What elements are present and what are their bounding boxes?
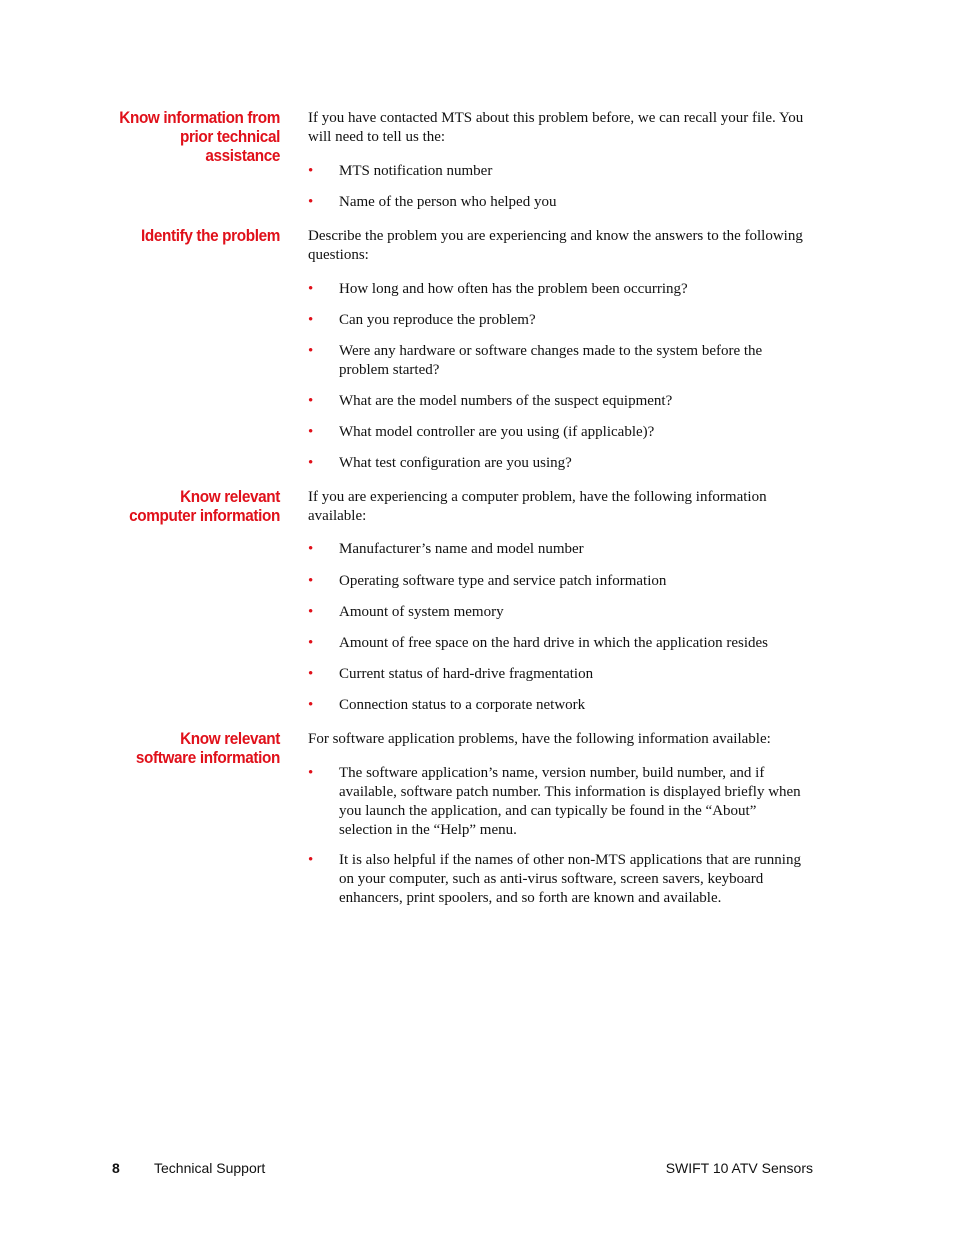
list-item bbox=[308, 634, 813, 653]
list-item-text: Connection status to a corporate network bbox=[339, 697, 586, 713]
list-item bbox=[308, 665, 813, 684]
list-item bbox=[308, 454, 813, 473]
heading-line: software information bbox=[135, 748, 280, 767]
list-item bbox=[308, 423, 813, 442]
list-item-text: How long and how often has the problem been occurring? bbox=[339, 281, 688, 297]
list-item bbox=[308, 342, 813, 380]
page-number: 8 bbox=[112, 1160, 120, 1176]
heading-line: Know information from bbox=[119, 108, 280, 127]
list-item-text: What model controller are you using (if applicable)? bbox=[339, 424, 655, 440]
bullet-icon: • bbox=[308, 573, 314, 589]
bullet-icon: • bbox=[308, 852, 314, 868]
section-heading-prior-assistance bbox=[100, 108, 280, 165]
list-item-text: Were any hardware or software changes made to the system before the problem started? bbox=[339, 343, 763, 378]
bullet-icon: • bbox=[308, 455, 314, 471]
heading-line: Identify the problem bbox=[140, 226, 280, 245]
bullet-icon: • bbox=[308, 343, 314, 359]
bullet-icon: • bbox=[308, 635, 314, 651]
bullet-icon: • bbox=[308, 312, 314, 328]
list-item bbox=[308, 540, 813, 559]
list-item-text: Amount of free space on the hard drive in which the application resides bbox=[339, 635, 769, 651]
bullet-icon: • bbox=[308, 697, 314, 713]
heading-line: Know relevant bbox=[180, 729, 280, 748]
list-item-text: MTS notification number bbox=[339, 163, 493, 179]
bullet-icon: • bbox=[308, 281, 314, 297]
list-item bbox=[308, 280, 813, 299]
bullet-icon: • bbox=[308, 424, 314, 440]
footer-chapter-title: Technical Support bbox=[154, 1160, 266, 1176]
list-item-text: Name of the person who helped you bbox=[339, 194, 557, 210]
list-item-text: Current status of hard-drive fragmentation bbox=[339, 666, 594, 682]
section-intro: If you have contacted MTS about this problem before, we can recall your file. You will need to tell us the: bbox=[308, 110, 804, 145]
footer-document-title: SWIFT 10 ATV Sensors bbox=[665, 1160, 813, 1176]
list-item-text: The software application’s name, version number, build number, and if available, software patch number. This information is displayed briefly when you launch the application, and can typically be found in the “About” selection in the “Help” menu. bbox=[339, 765, 801, 838]
bullet-icon: • bbox=[308, 194, 314, 210]
list-item bbox=[308, 572, 813, 591]
list-item bbox=[308, 851, 813, 908]
heading-line: prior technical bbox=[179, 127, 280, 146]
list-item bbox=[308, 193, 813, 212]
list-item bbox=[308, 603, 813, 622]
list-item-text: Can you reproduce the problem? bbox=[339, 312, 536, 328]
list-item-text: What are the model numbers of the suspect equipment? bbox=[339, 393, 673, 409]
bullet-icon: • bbox=[308, 393, 314, 409]
section-heading-computer-info bbox=[100, 487, 280, 525]
list-item bbox=[308, 696, 813, 715]
bullet-icon: • bbox=[308, 163, 314, 179]
bullet-icon: • bbox=[308, 666, 314, 682]
heading-line: Know relevant bbox=[180, 487, 280, 506]
section-heading-software-info bbox=[100, 729, 280, 767]
bullet-icon: • bbox=[308, 765, 314, 781]
bullet-icon: • bbox=[308, 604, 314, 620]
list-item-text: What test configuration are you using? bbox=[339, 455, 572, 471]
list-item bbox=[308, 162, 813, 181]
list-item-text: It is also helpful if the names of other non-MTS applications that are running on your computer, such as anti-virus software, screen savers, keyboard enhancers, print spoolers, and so forth are known and available. bbox=[339, 852, 801, 906]
heading-line: assistance bbox=[205, 146, 280, 165]
section-intro: If you are experiencing a computer problem, have the following information available: bbox=[308, 489, 767, 524]
list-item bbox=[308, 392, 813, 411]
section-heading-identify-problem bbox=[100, 226, 280, 245]
list-item-text: Manufacturer’s name and model number bbox=[339, 541, 584, 557]
section-intro: For software application problems, have the following information available: bbox=[308, 731, 771, 747]
list-item-text: Amount of system memory bbox=[339, 604, 504, 620]
list-item-text: Operating software type and service patch information bbox=[339, 573, 667, 589]
list-item bbox=[308, 311, 813, 330]
bullet-icon: • bbox=[308, 541, 314, 557]
section-intro: Describe the problem you are experiencing and know the answers to the following questions: bbox=[308, 228, 803, 263]
heading-line: computer information bbox=[129, 506, 280, 525]
list-item bbox=[308, 764, 813, 840]
